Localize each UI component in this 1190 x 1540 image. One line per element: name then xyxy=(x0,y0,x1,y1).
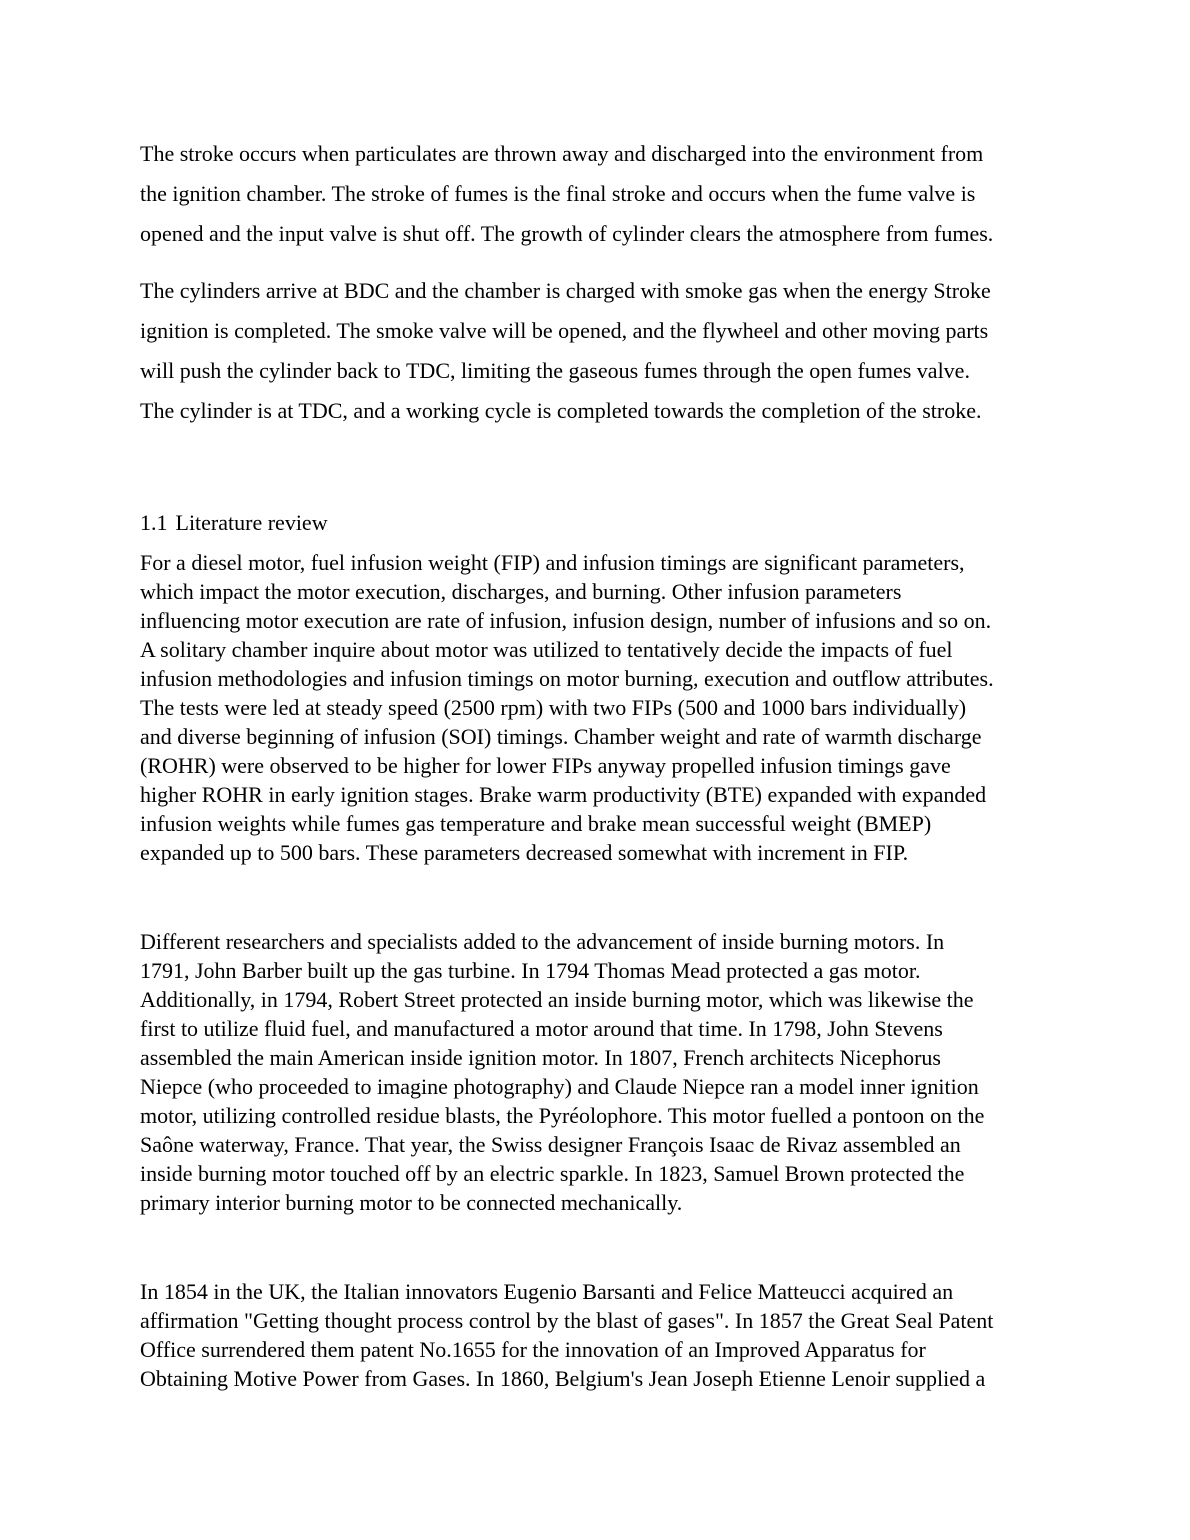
text-line: first to utilize fluid fuel, and manufactured a motor around that time. In 1798, John Stevens xyxy=(140,1016,943,1041)
text-line: which impact the motor execution, discharges, and burning. Other infusion parameters xyxy=(140,579,902,604)
text-line: and diverse beginning of infusion (SOI) timings. Chamber weight and rate of warmth discharge xyxy=(140,724,982,749)
text-line: (ROHR) were observed to be higher for lower FIPs anyway propelled infusion timings gave xyxy=(140,753,951,778)
text-line: A solitary chamber inquire about motor was utilized to tentatively decide the impacts of fuel xyxy=(140,637,953,662)
text-line: expanded up to 500 bars. These parameters decreased somewhat with increment in FIP. xyxy=(140,840,909,865)
section-heading xyxy=(140,508,328,537)
text-line: Office surrendered them patent No.1655 for the innovation of an Improved Apparatus for xyxy=(140,1337,926,1362)
text-line: Obtaining Motive Power from Gases. In 1860, Belgium's Jean Joseph Etienne Lenoir supplied a xyxy=(140,1366,986,1391)
body-paragraph-2 xyxy=(140,927,1060,1217)
section-number: 1.1 xyxy=(140,510,168,535)
text-line: The stroke occurs when particulates are thrown away and discharged into the environment from xyxy=(140,141,984,166)
intro-paragraph-1 xyxy=(140,134,1060,254)
text-line: ignition is completed. The smoke valve will be opened, and the flywheel and other moving parts xyxy=(140,318,989,343)
text-line: 1791, John Barber built up the gas turbine. In 1794 Thomas Mead protected a gas motor. xyxy=(140,958,921,983)
body-paragraph-1 xyxy=(140,548,1060,867)
text-line: will push the cylinder back to TDC, limiting the gaseous fumes through the open fumes valve. xyxy=(140,358,970,383)
text-line: the ignition chamber. The stroke of fumes is the final stroke and occurs when the fume valve is xyxy=(140,181,976,206)
text-line: In 1854 in the UK, the Italian innovators Eugenio Barsanti and Felice Matteucci acquired an xyxy=(140,1279,954,1304)
text-line: inside burning motor touched off by an electric sparkle. In 1823, Samuel Brown protected the xyxy=(140,1161,965,1186)
text-line: assembled the main American inside ignition motor. In 1807, French architects Nicephorus xyxy=(140,1045,941,1070)
text-line: Additionally, in 1794, Robert Street protected an inside burning motor, which was likewise the xyxy=(140,987,974,1012)
text-line: influencing motor execution are rate of infusion, infusion design, number of infusions and so on. xyxy=(140,608,992,633)
text-line: higher ROHR in early ignition stages. Brake warm productivity (BTE) expanded with expanded xyxy=(140,782,987,807)
intro-paragraph-2 xyxy=(140,271,1060,431)
text-line: infusion methodologies and infusion timings on motor burning, execution and outflow attributes. xyxy=(140,666,994,691)
text-line: The cylinders arrive at BDC and the chamber is charged with smoke gas when the energy Stroke xyxy=(140,278,991,303)
text-line: motor, utilizing controlled residue blasts, the Pyréolophore. This motor fuelled a pontoon on the xyxy=(140,1103,985,1128)
text-line: primary interior burning motor to be connected mechanically. xyxy=(140,1190,683,1215)
text-line: Saône waterway, France. That year, the Swiss designer François Isaac de Rivaz assembled an xyxy=(140,1132,961,1157)
text-line: infusion weights while fumes gas temperature and brake mean successful weight (BMEP) xyxy=(140,811,932,836)
text-line: affirmation "Getting thought process control by the blast of gases". In 1857 the Great Seal Patent xyxy=(140,1308,994,1333)
text-line: Different researchers and specialists added to the advancement of inside burning motors. In xyxy=(140,929,945,954)
section-title: Literature review xyxy=(175,510,328,535)
text-line: The tests were led at steady speed (2500 rpm) with two FIPs (500 and 1000 bars individually) xyxy=(140,695,967,720)
body-paragraph-3 xyxy=(140,1277,1060,1393)
text-line: The cylinder is at TDC, and a working cycle is completed towards the completion of the stroke. xyxy=(140,398,982,423)
text-line: For a diesel motor, fuel infusion weight (FIP) and infusion timings are significant parameters, xyxy=(140,550,965,575)
text-line: Niepce (who proceeded to imagine photography) and Claude Niepce ran a model inner ignition xyxy=(140,1074,979,1099)
text-line: opened and the input valve is shut off. The growth of cylinder clears the atmosphere from fumes. xyxy=(140,221,994,246)
